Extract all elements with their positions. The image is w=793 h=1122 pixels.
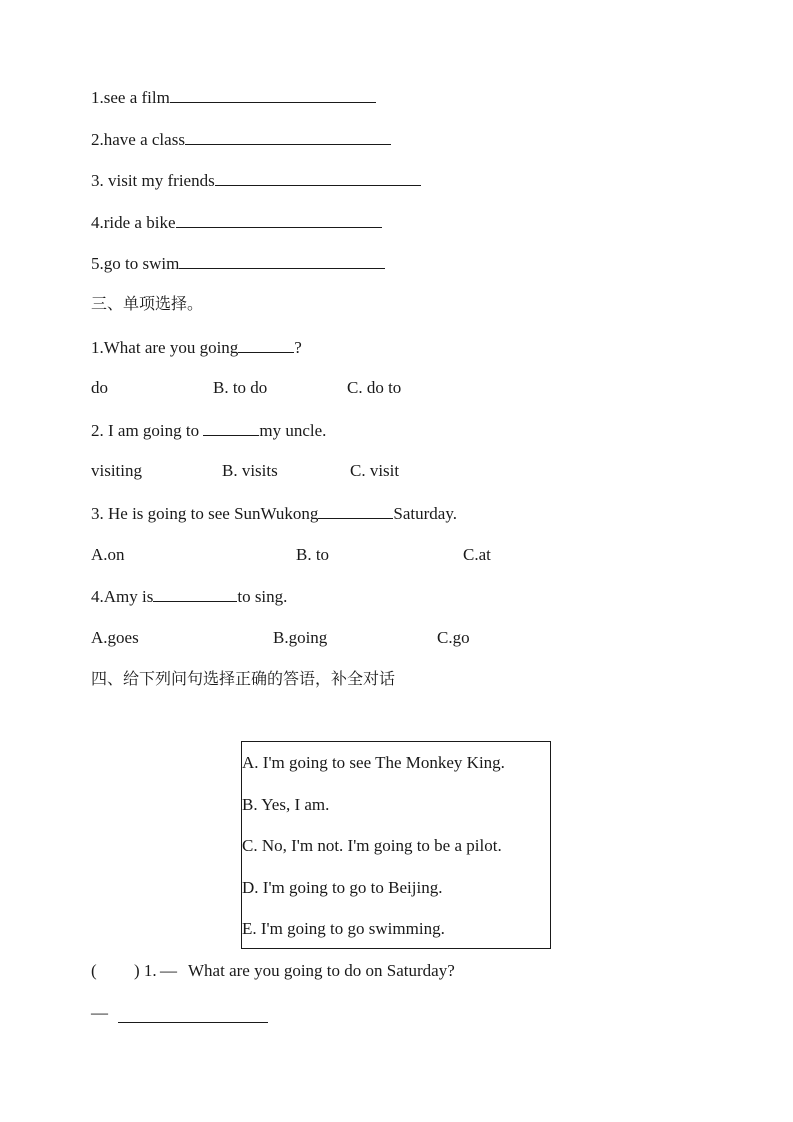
dialogue-paren-open: ( [91,961,97,980]
phrase-line [91,86,376,109]
option-b[interactable]: B. to [296,545,330,564]
answer-option-d: D. I'm going to go to Beijing. [242,878,443,897]
question-text-end: Saturday. [393,504,457,523]
answer-blank[interactable] [215,169,421,186]
phrase-text: 3. visit my friends [91,171,215,190]
phrase-line [91,128,391,151]
answer-option-b: B. Yes, I am. [242,795,330,814]
section-heading-multiple-choice: 三、单项选择。 [91,294,204,313]
option-c[interactable]: C. do to [347,378,402,397]
question-text-end: my uncle. [259,421,327,440]
answer-blank[interactable] [179,252,385,269]
phrase-text: 1.see a film [91,88,170,107]
question-text: 3. He is going to see SunWukong [91,504,319,523]
answer-options-box [241,741,551,949]
question-text: 1.What are you going [91,338,239,357]
answer-blank[interactable] [185,128,391,145]
reply-blank[interactable] [118,1006,268,1023]
phrase-text: 2.have a class [91,130,185,149]
option-b[interactable]: B. visits [222,461,278,480]
phrase-line [91,211,382,234]
option-c[interactable]: C. visit [350,461,400,480]
answer-blank[interactable] [153,585,237,602]
phrase-text: 4.ride a bike [91,213,176,232]
phrase-line [91,252,385,275]
question-1 [91,336,302,359]
option-a[interactable]: do [91,378,108,397]
answer-option-e: E. I'm going to go swimming. [242,919,445,938]
phrase-line [91,169,421,192]
question-text: 4.Amy is [91,587,154,606]
question-4 [91,585,287,608]
option-b[interactable]: B.going [273,628,328,647]
answer-blank[interactable] [238,336,294,353]
section-heading-dialogue: 四、给下列问句选择正确的答语，补全对话 [91,669,396,688]
option-a[interactable]: A.goes [91,628,139,647]
option-b[interactable]: B. to do [213,378,268,397]
answer-blank[interactable] [170,86,376,103]
question-text: 2. I am going to [91,421,204,440]
answer-option-c: C. No, I'm not. I'm going to be a pilot. [242,836,502,855]
question-text-end: to sing. [237,587,288,606]
option-a[interactable]: visiting [91,461,143,480]
question-text-end: ? [294,338,302,357]
dialogue-question: What are you going to do on Saturday? [188,961,455,980]
dialogue-number: ) 1. [134,961,157,980]
option-c[interactable]: C.at [463,545,491,564]
answer-option-a: A. I'm going to see The Monkey King. [242,753,505,772]
question-3 [91,502,457,525]
answer-blank[interactable] [203,419,259,436]
question-2 [91,419,326,442]
option-c[interactable]: C.go [437,628,470,647]
reply-dash: — [91,1003,108,1022]
answer-blank[interactable] [318,502,393,519]
option-a[interactable]: A.on [91,545,125,564]
dialogue-answer-slot[interactable] [100,960,132,982]
dialogue-dash: — [160,961,177,980]
phrase-text: 5.go to swim [91,254,180,273]
answer-blank[interactable] [176,211,382,228]
